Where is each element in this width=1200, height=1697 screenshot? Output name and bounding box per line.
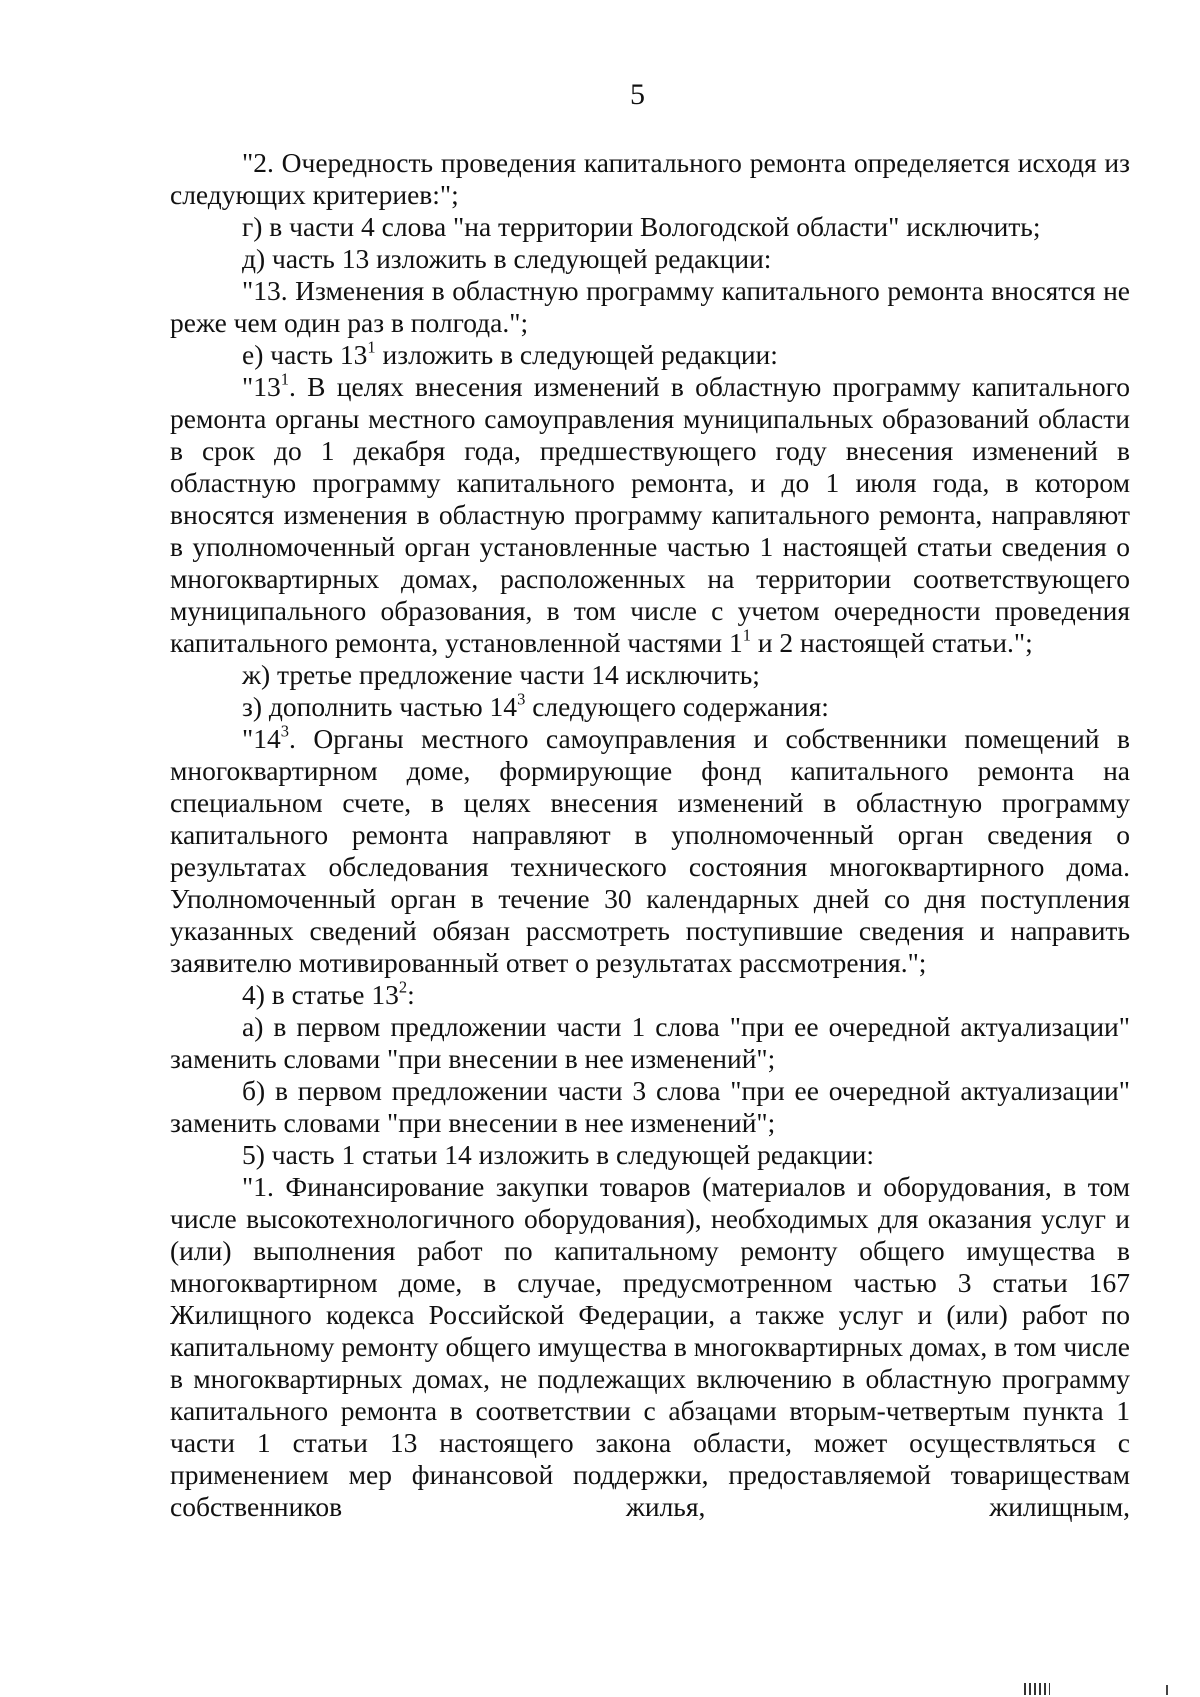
paragraph-item-5: 5) часть 1 статьи 14 изложить в следующей редакции: xyxy=(242,1139,875,1170)
paragraph-item-z: з) дополнить частью $14^3$ следующего содержания: xyxy=(242,689,829,722)
document-body xyxy=(170,147,1130,1523)
paragraph-item-a: а) в первом предложении части 1 слова "при ее очередной актуализации" заменить словами "при внесении в нее изменений"; xyxy=(170,1011,1130,1074)
paragraph-item-g: г) в части 4 слова "на территории Вологодской области" исключить; xyxy=(242,211,1041,242)
paragraph-item-e: е) часть $13^1$ изложить в следующей редакции: xyxy=(242,337,778,370)
paragraph-quote-13-1: "$13^1$. В целях внесения изменений в областную программу капитального ремонта органы местного самоуправления муниципальных образований области в срок до 1 декабря года, предшествующего году внесения изменений в областную программу капитального ремонта, и до 1 июля года, в котором вносятся изменения в областную программу капитального ремонта, направляют в уполномоченный орган установленные частью 1 настоящей статьи сведения о многоквартирных домах, расположенных на территории соответствующего муниципального образования, в том числе с учетом очередности проведения капитального ремонта, установленной частями $1^1$ и 2 настоящей статьи."; xyxy=(170,369,1130,658)
paragraph-item-b: б) в первом предложении части 3 слова "при ее очередной актуализации" заменить словами "при внесении в нее изменений"; xyxy=(170,1075,1130,1138)
paragraph-item-4: 4) в статье $13^2$: xyxy=(242,977,415,1010)
paragraph-item-zh: ж) третье предложение части 14 исключить; xyxy=(242,659,760,690)
paragraph-quote-13: "13. Изменения в областную программу капитального ремонта вносятся не реже чем один раз в полгода."; xyxy=(170,275,1130,338)
paragraph-item-d: д) часть 13 изложить в следующей редакции: xyxy=(242,243,772,274)
page-number: 5 xyxy=(630,78,645,111)
scan-artifact xyxy=(1024,1683,1050,1695)
paragraph-quote-14-3: "$14^3$. Органы местного самоуправления и собственники помещений в многоквартирном доме, формирующие фонд капитального ремонта на специальном счете, в целях внесения изменений в областную программу капитального ремонта направляют в уполномоченный орган сведения о результатах обследования технического состояния многоквартирного дома. Уполномоченный орган в течение 30 календарных дней со дня поступления указанных сведений обязан рассмотреть поступившие сведения и направить заявителю мотивированный ответ о результатах рассмотрения."; xyxy=(170,721,1130,978)
scan-artifact-tick xyxy=(1166,1685,1168,1695)
paragraph-quote-2: "2. Очередность проведения капитального ремонта определяется исходя из следующих критериев:"; xyxy=(170,147,1130,210)
paragraph-quote-1-financing: "1. Финансирование закупки товаров (материалов и оборудования, в том числе высокотехнологичного оборудования), необходимых для оказания услуг и (или) выполнения работ по капитальному ремонту общего имущества в многоквартирном доме, в случае, предусмотренном частью 3 статьи 167 Жилищного кодекса Российской Федерации, а также услуг и (или) работ по капитальному ремонту общего имущества в многоквартирных домах, в том числе в многоквартирных домах, не подлежащих включению в областную программу капитального ремонта в соответствии с абзацами вторым-четвертым пункта 1 части 1 статьи 13 настоящего закона области, может осуществляться с применением мер финансовой поддержки, предоставляемой товариществам собственников жилья, жилищным, xyxy=(170,1171,1130,1522)
